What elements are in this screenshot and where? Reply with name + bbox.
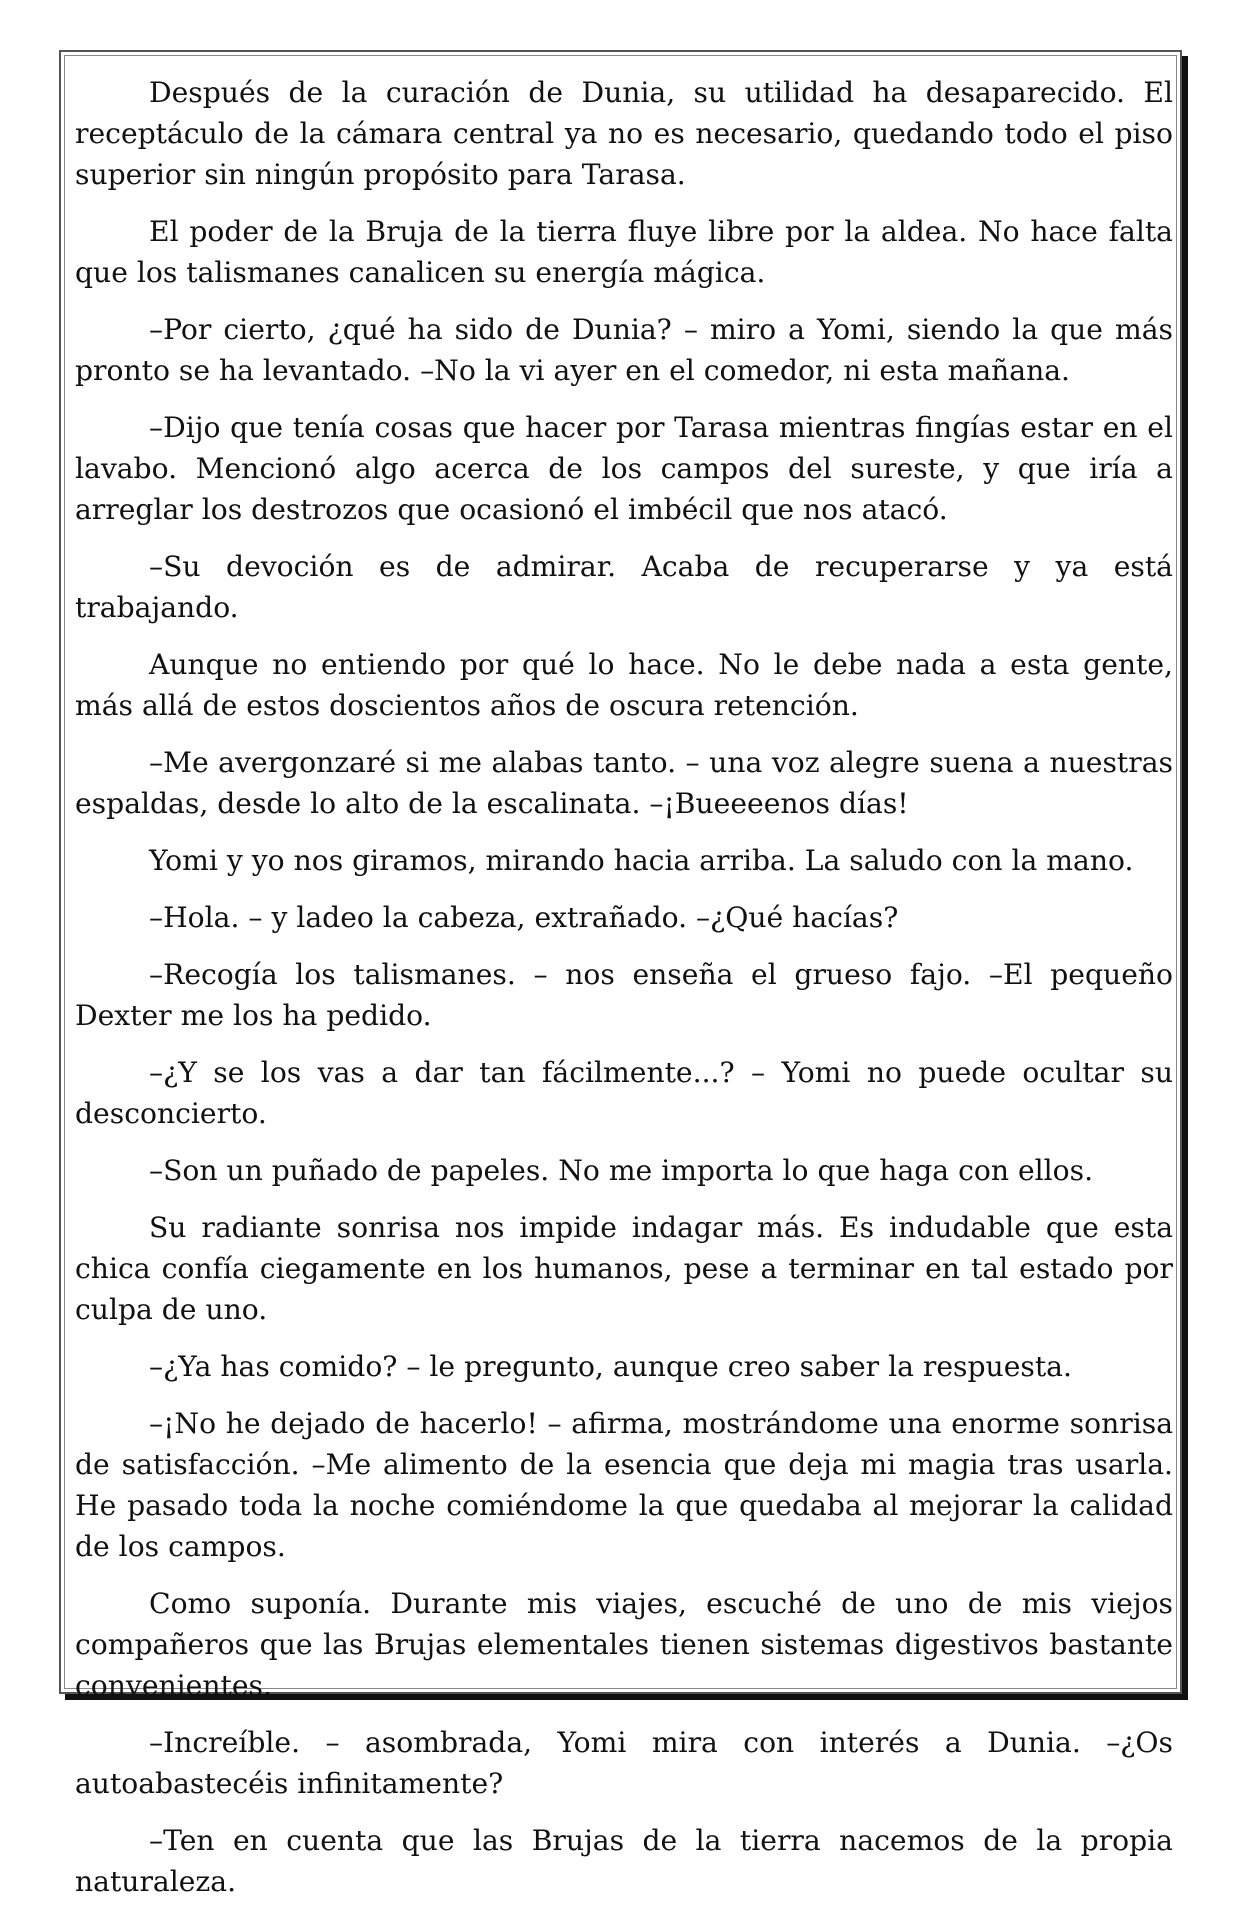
paragraph: Aunque no entiendo por qué lo hace. No le debe nada a esta gente, más allá de estos doscientos años de oscura retención. — [75, 648, 1173, 722]
document-text — [75, 72, 1173, 1918]
paragraph: Yomi y yo nos giramos, mirando hacia arriba. La saludo con la mano. — [149, 844, 1134, 877]
paragraph: –Recogía los talismanes. – nos enseña el grueso fajo. –El pequeño Dexter me los ha pedido. — [75, 958, 1173, 1032]
paragraph: –Dijo que tenía cosas que hacer por Tarasa mientras fingías estar en el lavabo. Mencionó algo acerca de los campos del sureste, y que iría a arreglar los destrozos que ocasionó el imbécil que nos atacó. — [75, 411, 1173, 526]
paragraph: –Increíble. – asombrada, Yomi mira con interés a Dunia. –¿Os autoabastecéis infinitamente? — [75, 1726, 1173, 1800]
paragraph: –¡No he dejado de hacerlo! – afirma, mostrándome una enorme sonrisa de satisfacción. –Me alimento de la esencia que deja mi magia tras usarla. He pasado toda la noche comiéndome la que quedaba al mejorar la calidad de los campos. — [75, 1407, 1173, 1563]
page-border — [59, 50, 1182, 1898]
paragraph: Como suponía. Durante mis viajes, escuché de uno de mis viejos compañeros que las Brujas elementales tienen sistemas digestivos bastante convenientes. — [75, 1587, 1173, 1702]
paragraph: –Hola. – y ladeo la cabeza, extrañado. –¿Qué hacías? — [149, 901, 899, 934]
paragraph: –Ten en cuenta que las Brujas de la tierra nacemos de la propia naturaleza. — [75, 1824, 1173, 1898]
paragraph: Después de la curación de Dunia, su utilidad ha desaparecido. El receptáculo de la cámara central ya no es necesario, quedando todo el piso superior sin ningún propósito para Tarasa. — [75, 76, 1173, 191]
paragraph: –Me avergonzaré si me alabas tanto. – una voz alegre suena a nuestras espaldas, desde lo alto de la escalinata. –¡Bueeeenos días! — [75, 746, 1173, 820]
paragraph: –Por cierto, ¿qué ha sido de Dunia? – miro a Yomi, siendo la que más pronto se ha levantado. –No la vi ayer en el comedor, ni esta mañana. — [75, 313, 1173, 387]
paragraph: Su radiante sonrisa nos impide indagar más. Es indudable que esta chica confía ciegamente en los humanos, pese a terminar en tal estado por culpa de uno. — [75, 1211, 1173, 1326]
paragraph: El poder de la Bruja de la tierra fluye libre por la aldea. No hace falta que los talismanes canalicen su energía mágica. — [75, 215, 1173, 289]
paragraph: –Son un puñado de papeles. No me importa lo que haga con ellos. — [149, 1154, 1094, 1187]
paragraph: –¿Y se los vas a dar tan fácilmente...? – Yomi no puede ocultar su desconcierto. — [75, 1056, 1173, 1130]
paragraph: –¿Ya has comido? – le pregunto, aunque creo saber la respuesta. — [149, 1350, 1072, 1383]
paragraph: –Su devoción es de admirar. Acaba de recuperarse y ya está trabajando. — [75, 550, 1173, 624]
